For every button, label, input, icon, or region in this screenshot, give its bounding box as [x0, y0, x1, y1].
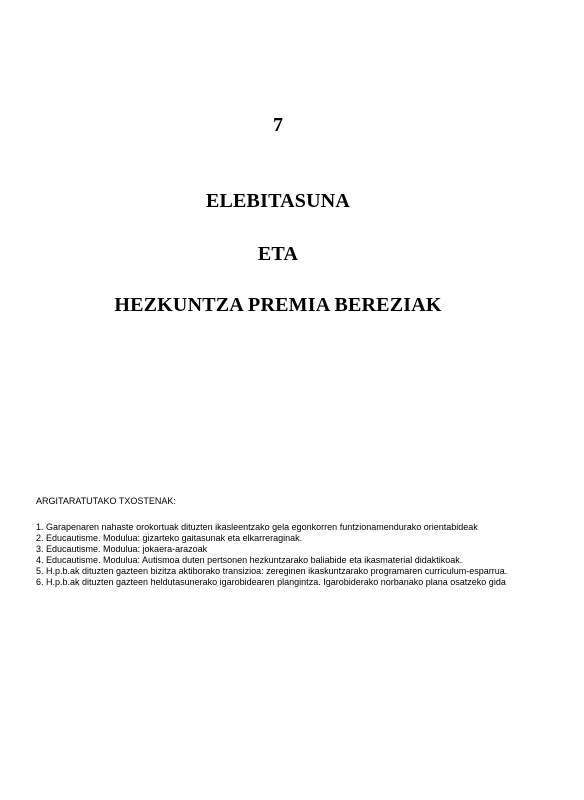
list-item-number: 1. — [36, 522, 44, 532]
list-item-text: Educautisme. Modulua: Autismoa duten pertsonen hezkuntzarako baliabide eta ikasmaterial didaktikoak. — [46, 555, 463, 565]
volume-number: 7 — [273, 114, 283, 136]
list-item — [36, 555, 520, 566]
list-item — [36, 544, 520, 555]
title-line-2: ETA — [257, 243, 299, 265]
list-item-text: Garapenaren nahaste orokortuak dituzten ikasleentzako gela egonkorren funtzionamendurako orientabideak — [46, 522, 478, 532]
publications-heading: ARGITARATUTAKO TXOSTENAK: — [36, 496, 176, 506]
publications-section — [36, 496, 520, 588]
list-item-text: H.p.b.ak dituzten gazteen heldutasunerako igarobidearen plangintza. Igarobiderako norbanako plana osatzeko gida — [46, 577, 506, 587]
list-item-number: 5. — [36, 566, 44, 576]
list-item-text: Educautisme. Modulua: jokaera-arazoak — [46, 544, 208, 554]
title-line-1: ELEBITASUNA — [205, 190, 351, 212]
list-item-text: Educautisme. Modulua: gizarteko gaitasunak eta elkarreraginak. — [46, 533, 303, 543]
list-item — [36, 533, 520, 544]
list-item-number: 6. — [36, 577, 44, 587]
title-line-3: HEZKUNTZA PREMIA BEREZIAK — [114, 294, 442, 316]
list-item — [36, 522, 520, 533]
list-item-text: H.p.b.ak dituzten gazteen bizitza aktiborako transizioa: zereginen ikaskuntzarako programaren curriculum-esparrua. — [46, 566, 508, 576]
list-item — [36, 577, 520, 588]
list-item-number: 3. — [36, 544, 44, 554]
publications-list — [36, 522, 520, 588]
list-item — [36, 566, 520, 577]
list-item-number: 4. — [36, 555, 44, 565]
list-item-number: 2. — [36, 533, 44, 543]
